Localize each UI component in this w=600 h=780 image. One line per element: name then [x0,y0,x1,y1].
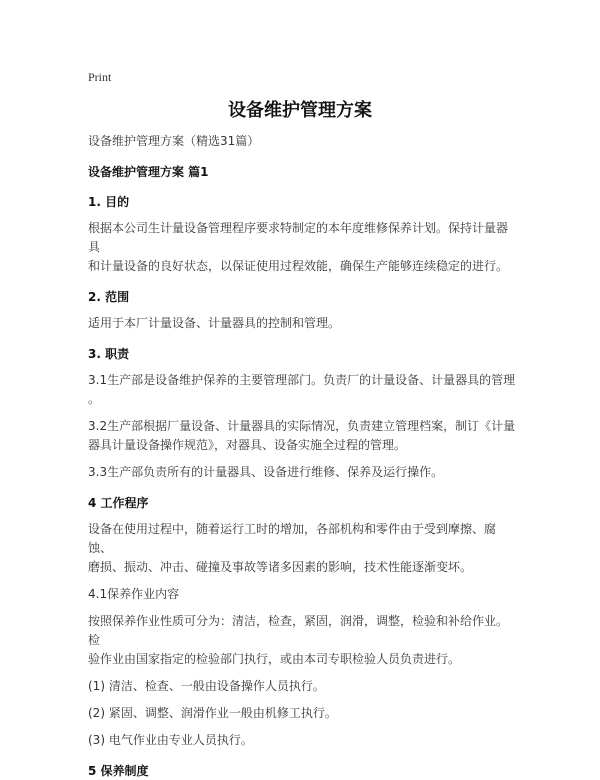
paragraph-line: 3.2生产部根据厂量设备、计量器具的实际情况，负责建立管理档案，制订《计量 [88,419,516,433]
section-heading-procedure: 4 工作程序 [88,496,149,510]
paragraph-procedure-2 [88,612,518,669]
paragraph-line: 验作业由国家指定的检验部门执行，或由本司专职检验人员负责进行。 [88,652,461,666]
subsection-heading: 4.1保养作业内容 [88,587,180,601]
page-title: 设备维护管理方案 [228,100,372,121]
paragraph-line: 磨损、振动、冲击、碰撞及事故等诸多因素的影响，技术性能逐渐变坏。 [88,560,473,574]
print-link[interactable]: Print [88,70,112,84]
document-body [88,132,518,780]
paragraph-line: 器具计量设备操作规范》，对器具、设备实施全过程的管理。 [88,438,407,452]
paragraph-line: 。 [88,392,101,406]
list-item: (3) 电气作业由专业人员执行。 [88,733,253,747]
section-heading-maintenance: 5 保养制度 [88,764,149,778]
paragraph-line: 和计量设备的良好状态，以保证使用过程效能，确保生产能够连续稳定的进行。 [88,259,509,273]
paragraph-duty-3: 3.3生产部负责所有的计量器具、设备进行维修、保养及运行操作。 [88,465,444,479]
section-heading-scope: 2. 范围 [88,290,130,304]
paragraph-line: 设备在使用过程中，随着运行工时的增加，各部机构和零件由于受到摩擦、腐蚀、 [88,522,497,555]
list-item: (1) 清洁、检查、一般由设备操作人员执行。 [88,679,325,693]
paragraph-duty-1 [88,371,518,409]
paragraph-procedure-1 [88,520,518,577]
paragraph-purpose [88,219,518,276]
paragraph-line: 按照保养作业性质可分为：清洁，检查，紧固，润滑，调整，检验和补给作业。检 [88,614,509,647]
paragraph-duty-2 [88,417,518,455]
document-subtitle: 设备维护管理方案（精选31篇） [88,134,260,148]
list-item: (2) 紧固、调整、润滑作业一般由机修工执行。 [88,706,337,720]
paragraph-line: 3.1生产部是设备维护保养的主要管理部门。负责厂的计量设备、计量器具的管理 [88,373,516,387]
paragraph-scope: 适用于本厂计量设备、计量器具的控制和管理。 [88,316,341,330]
paragraph-line: 根据本公司生计量设备管理程序要求特制定的本年度维修保养计划。保持计量器具 [88,221,509,254]
article-title: 设备维护管理方案 篇1 [88,165,209,179]
section-heading-duty: 3. 职责 [88,347,130,361]
section-heading-purpose: 1. 目的 [88,195,130,209]
